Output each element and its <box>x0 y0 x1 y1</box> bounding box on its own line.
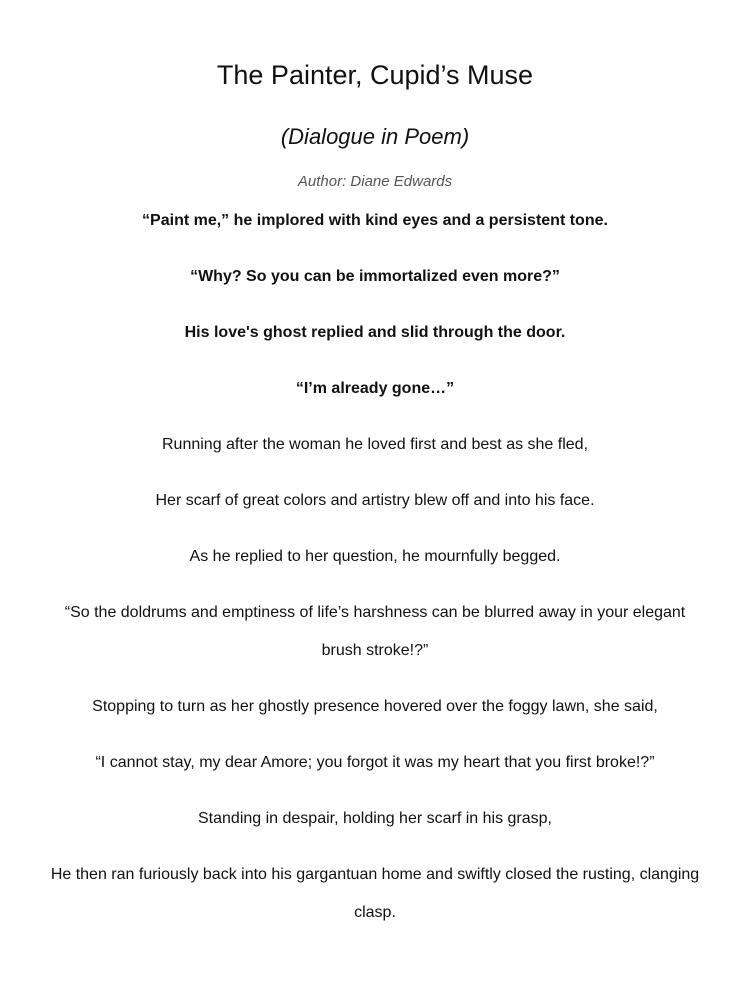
poem-line: “Why? So you can be immortalized even more?” <box>190 268 560 285</box>
poem-line: He then ran furiously back into his gargantuan home and swiftly closed the rusting, clanging <box>50 866 700 883</box>
poem-line: “Paint me,” he implored with kind eyes and a persistent tone. <box>142 212 608 229</box>
poem-line: “I’m already gone…” <box>295 380 455 397</box>
poem-line: “I cannot stay, my dear Amore; you forgot it was my heart that you first broke!?” <box>95 754 655 771</box>
poem-line: As he replied to her question, he mournfully begged. <box>189 548 561 565</box>
poem-line: His love's ghost replied and slid through the door. <box>184 324 566 341</box>
poem-line: Stopping to turn as her ghostly presence hovered over the foggy lawn, she said, <box>92 698 658 715</box>
poem-subtitle: (Dialogue in Poem) <box>280 124 470 149</box>
poem-line: clasp. <box>354 904 396 921</box>
poem-author: Author: Diane Edwards <box>297 173 453 190</box>
poem-line: brush stroke!?” <box>321 642 429 659</box>
poem-line: Her scarf of great colors and artistry blew off and into his face. <box>155 492 595 509</box>
poem-line: Standing in despair, holding her scarf in his grasp, <box>198 810 552 827</box>
poem-line: “So the doldrums and emptiness of life’s harshness can be blurred away in your elegant <box>64 604 686 621</box>
poem-line: Running after the woman he loved first and best as she fled, <box>161 436 589 453</box>
poem-title: The Painter, Cupid’s Muse <box>216 60 534 90</box>
